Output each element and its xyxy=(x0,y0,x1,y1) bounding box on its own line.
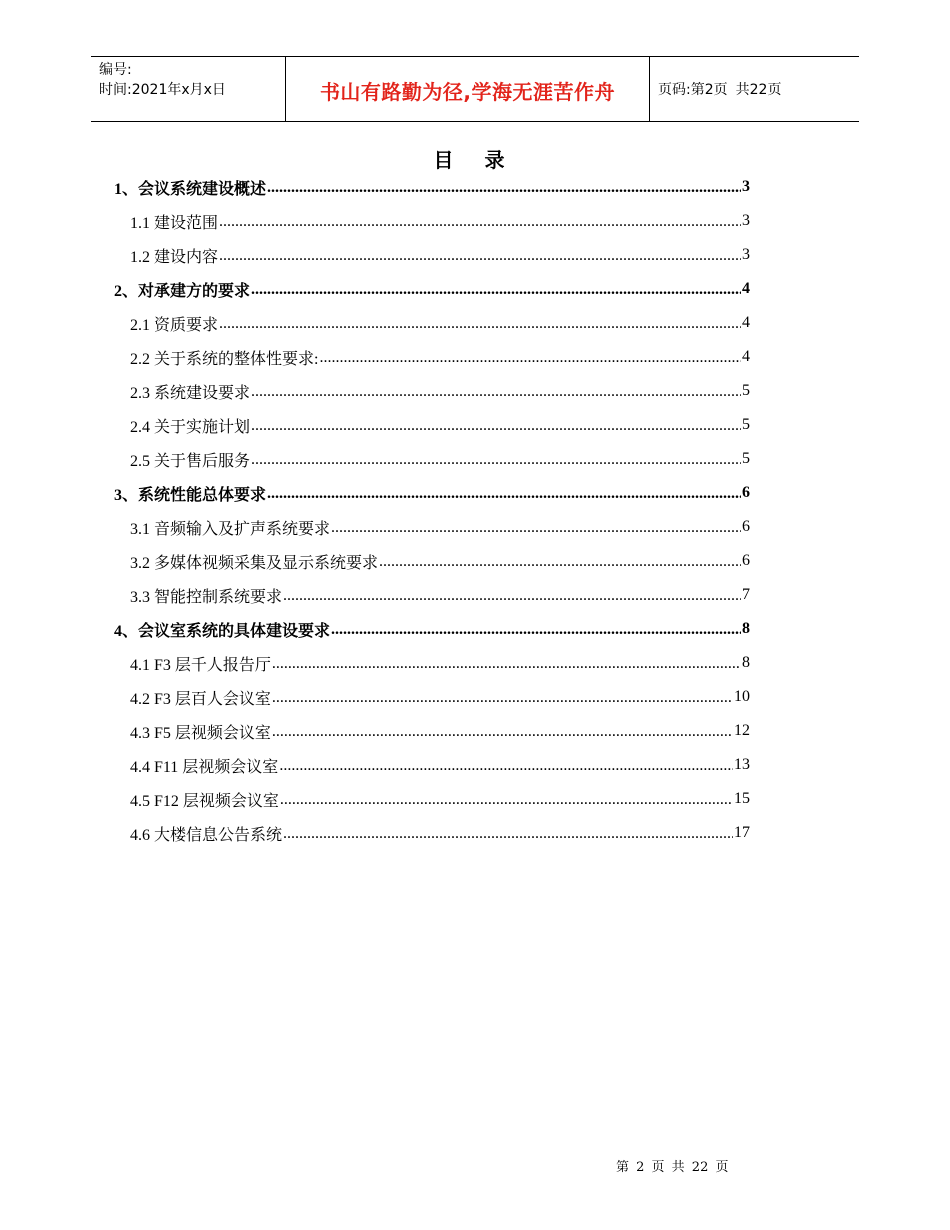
time-label: 时间:2021年x月x日 xyxy=(99,82,226,98)
toc-entry[interactable] xyxy=(114,408,750,442)
toc-entry-label: 1.1 建设范围 xyxy=(130,214,219,232)
toc-entry-page: 6 xyxy=(742,484,750,501)
toc-entry-label: 3.3 智能控制系统要求 xyxy=(130,588,283,606)
page-header xyxy=(91,56,859,122)
toc-entry-page: 4 xyxy=(742,314,750,331)
toc-entry-label: 1、会议系统建设概述 xyxy=(114,180,267,198)
toc-entry[interactable] xyxy=(114,204,750,238)
toc-leader-dots xyxy=(280,789,733,809)
toc-entry-label: 3.1 音频输入及扩声系统要求 xyxy=(130,520,331,538)
toc-entry[interactable] xyxy=(114,510,750,544)
toc-leader-dots xyxy=(379,551,741,571)
toc-leader-dots xyxy=(251,279,741,299)
toc-entry-page: 7 xyxy=(742,586,750,603)
header-motto-cell xyxy=(286,57,650,121)
toc-entry-page: 3 xyxy=(742,246,750,263)
toc-entry-label: 2.4 关于实施计划 xyxy=(130,418,251,436)
toc-entry-label: 4.1 F3 层千人报告厅 xyxy=(130,656,271,674)
toc-entry-page: 3 xyxy=(742,178,750,195)
toc-entry-label: 2、对承建方的要求 xyxy=(114,282,251,300)
toc-entry[interactable] xyxy=(114,442,750,476)
toc-entry-page: 5 xyxy=(742,416,750,433)
toc-entry-page: 6 xyxy=(742,552,750,569)
toc-leader-dots xyxy=(219,245,741,265)
toc-entry[interactable] xyxy=(114,816,750,850)
page-footer: 第 2 页 共 22 页 xyxy=(616,1160,729,1175)
toc-entry-page: 4 xyxy=(742,280,750,297)
toc-entry-page: 15 xyxy=(734,790,750,807)
toc-entry[interactable] xyxy=(114,306,750,340)
toc-leader-dots xyxy=(283,585,741,605)
toc-leader-dots xyxy=(331,517,741,537)
toc-leader-dots xyxy=(283,823,733,843)
header-meta-cell xyxy=(91,57,286,121)
header-total-label: 共22页 xyxy=(735,82,782,98)
toc-entry-label: 2.5 关于售后服务 xyxy=(130,452,251,470)
toc-leader-dots xyxy=(219,313,741,333)
toc-entry-label: 4.4 F11 层视频会议室 xyxy=(130,758,279,776)
toc-entry-label: 2.1 资质要求 xyxy=(130,316,219,334)
toc-leader-dots xyxy=(251,449,741,469)
toc-entry-label: 2.3 系统建设要求 xyxy=(130,384,251,402)
toc-entry[interactable] xyxy=(114,748,750,782)
toc-entry[interactable] xyxy=(114,340,750,374)
toc-entry-label: 3.2 多媒体视频采集及显示系统要求 xyxy=(130,554,379,572)
toc-entry-label: 4、会议室系统的具体建设要求 xyxy=(114,622,331,640)
toc-entry-label: 4.5 F12 层视频会议室 xyxy=(130,792,279,810)
toc-leader-dots xyxy=(251,415,741,435)
toc-entry-page: 8 xyxy=(742,654,750,671)
toc-leader-dots xyxy=(267,177,741,197)
toc-entry-page: 17 xyxy=(734,824,750,841)
toc-leader-dots xyxy=(331,619,741,639)
toc-entry-page: 3 xyxy=(742,212,750,229)
toc-leader-dots xyxy=(272,721,733,741)
header-page-label: 页码:第2页 xyxy=(658,82,728,98)
header-page-cell xyxy=(650,57,859,121)
motto-text: 书山有路勤为径,学海无涯苦作舟 xyxy=(319,79,616,104)
toc-entry-page: 12 xyxy=(734,722,750,739)
toc-entry-label: 4.2 F3 层百人会议室 xyxy=(130,690,271,708)
toc-entry-label: 3、系统性能总体要求 xyxy=(114,486,267,504)
toc-entry-page: 4 xyxy=(742,348,750,365)
toc-entry-label: 2.2 关于系统的整体性要求: xyxy=(130,350,319,368)
toc-entry[interactable] xyxy=(114,612,750,646)
toc-leader-dots xyxy=(272,687,733,707)
toc-entry[interactable] xyxy=(114,714,750,748)
toc-entry-page: 10 xyxy=(734,688,750,705)
toc-entry-label: 4.3 F5 层视频会议室 xyxy=(130,724,271,742)
toc-leader-dots xyxy=(267,483,741,503)
toc-entry[interactable] xyxy=(114,646,750,680)
toc-title: 目 录 xyxy=(433,148,517,172)
toc-entry-label: 1.2 建设内容 xyxy=(130,248,219,266)
toc-entry[interactable] xyxy=(114,272,750,306)
toc-entry-label: 4.6 大楼信息公告系统 xyxy=(130,826,283,844)
toc-entry[interactable] xyxy=(114,782,750,816)
toc-entry[interactable] xyxy=(114,170,750,204)
toc-leader-dots xyxy=(319,347,741,367)
toc-leader-dots xyxy=(272,653,741,673)
toc-entry-page: 5 xyxy=(742,382,750,399)
serial-number-label: 编号: xyxy=(99,62,132,78)
toc-leader-dots xyxy=(219,211,741,231)
toc-entry[interactable] xyxy=(114,680,750,714)
toc-entry[interactable] xyxy=(114,476,750,510)
toc-leader-dots xyxy=(251,381,741,401)
toc-entry[interactable] xyxy=(114,578,750,612)
toc-entry-page: 5 xyxy=(742,450,750,467)
toc-entry-page: 8 xyxy=(742,620,750,637)
toc-entry-page: 13 xyxy=(734,756,750,773)
toc-entry-page: 6 xyxy=(742,518,750,535)
toc-leader-dots xyxy=(279,755,733,775)
toc-entry[interactable] xyxy=(114,544,750,578)
table-of-contents xyxy=(114,170,750,850)
toc-entry[interactable] xyxy=(114,374,750,408)
toc-entry[interactable] xyxy=(114,238,750,272)
